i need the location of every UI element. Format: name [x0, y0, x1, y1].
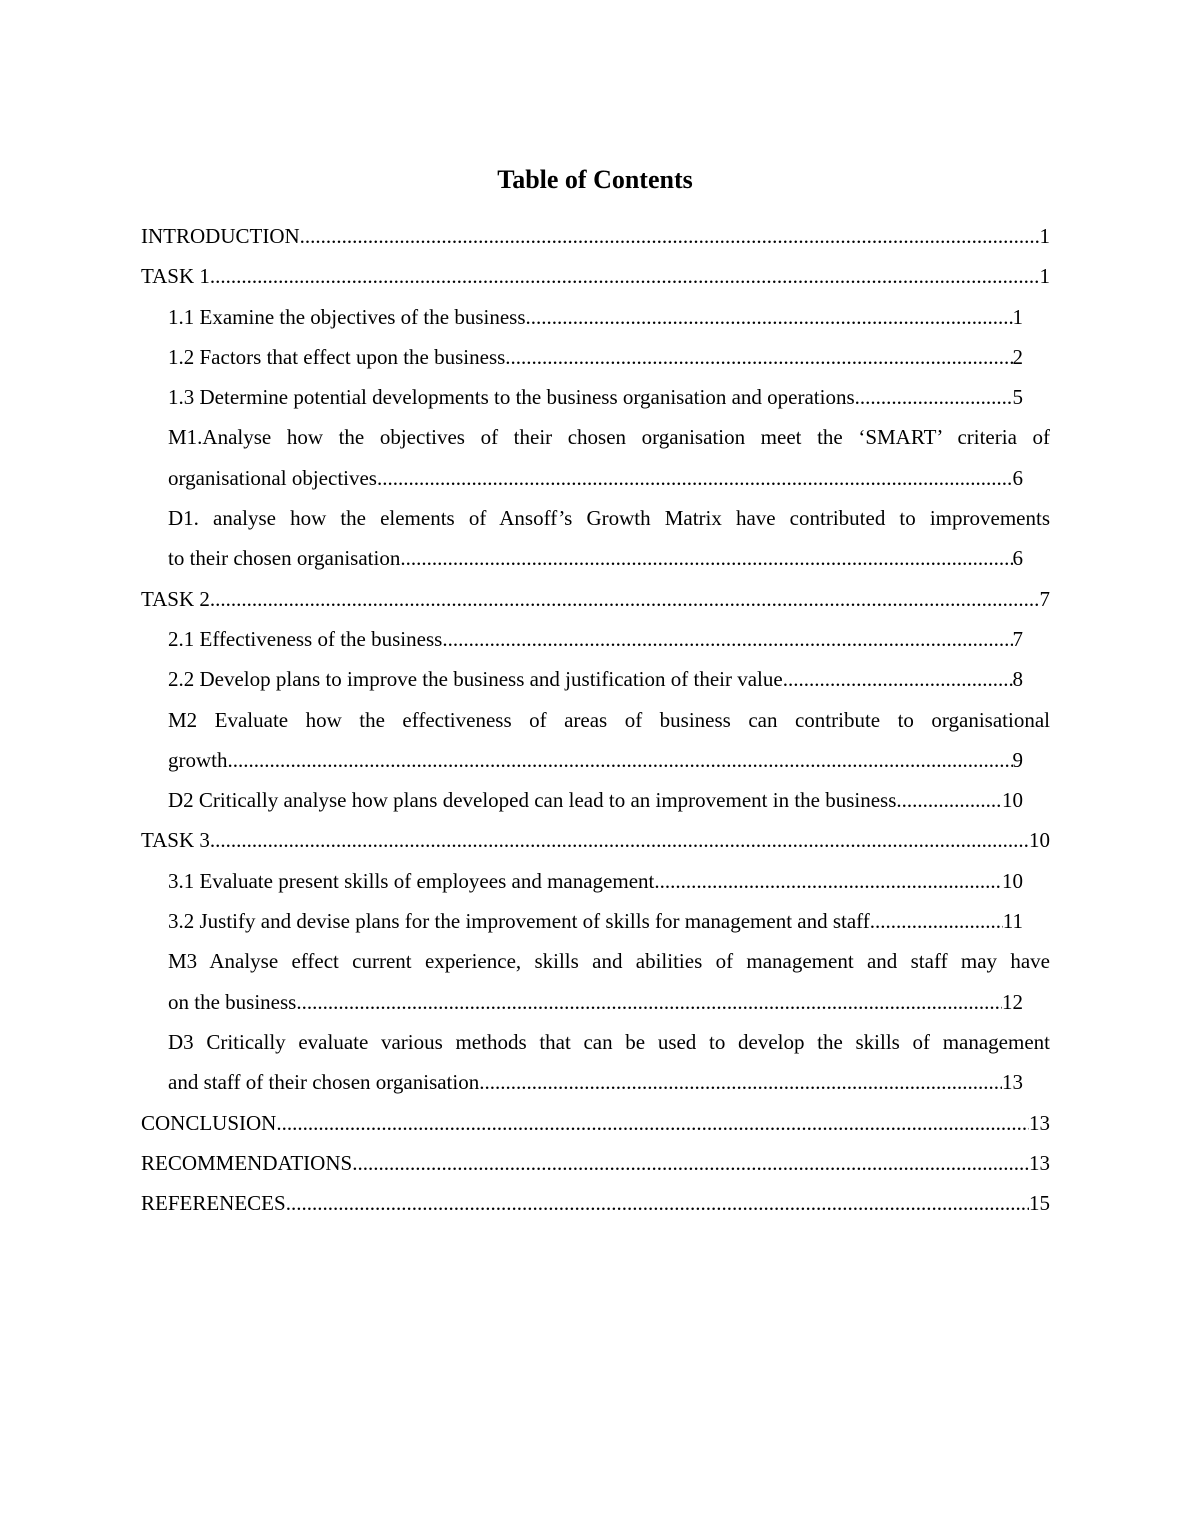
toc-page-number: 13 — [1002, 1070, 1023, 1095]
toc-leader — [210, 579, 1040, 619]
toc-entry-task-2[interactable] — [141, 579, 1050, 619]
toc-entry-label: 3.2 Justify and devise plans for the improvement of skills for management and staff — [168, 909, 870, 934]
toc-page-number: 13 — [1029, 1110, 1050, 1135]
toc-page-number: 15 — [1029, 1191, 1050, 1216]
toc-entry-m2[interactable] — [141, 700, 1050, 781]
toc-page-number: 1 — [1012, 304, 1023, 329]
toc-leader — [442, 619, 1012, 659]
toc-leader — [855, 377, 1013, 417]
toc-entry-2-2[interactable] — [141, 659, 1050, 699]
table-of-contents — [141, 216, 1050, 1223]
toc-entry-1-2[interactable] — [141, 337, 1050, 377]
toc-leader — [377, 458, 1013, 498]
toc-entry-recommendations[interactable] — [141, 1143, 1050, 1183]
toc-leader — [505, 337, 1012, 377]
toc-entry-label-line2: on the business — [168, 989, 297, 1014]
toc-entry-label-line2: and staff of their chosen organisation — [168, 1070, 480, 1095]
toc-entry-label: TASK 2 — [141, 586, 210, 611]
toc-leader — [783, 659, 1013, 699]
toc-leader — [526, 297, 1013, 337]
toc-entry-label: TASK 3 — [141, 828, 210, 853]
toc-entry-d3[interactable] — [141, 1022, 1050, 1103]
toc-entry-label-line2: organisational objectives — [168, 465, 377, 490]
toc-entry-label: 3.1 Evaluate present skills of employees and management — [168, 868, 655, 893]
toc-entry-task-3[interactable] — [141, 820, 1050, 860]
toc-page-number: 10 — [1002, 868, 1023, 893]
toc-page-number: 12 — [1002, 989, 1023, 1014]
toc-title: Table of Contents — [497, 165, 693, 194]
toc-entry-label-line1: M2 Evaluate how the effectiveness of areas of business can contribute to organisational — [168, 707, 1050, 732]
toc-entry-2-1[interactable] — [141, 619, 1050, 659]
toc-entry-label-line1: D1. analyse how the elements of Ansoff’s Growth Matrix have contributed to improvements — [168, 506, 1050, 531]
toc-entry-label-line1: M3 Analyse effect current experience, skills and abilities of management and staff may have — [168, 949, 1050, 974]
toc-entry-3-2[interactable] — [141, 901, 1050, 941]
toc-entry-label: 1.2 Factors that effect upon the business — [168, 344, 506, 369]
toc-entry-label: REFERENECES — [141, 1191, 286, 1216]
toc-page-number: 13 — [1029, 1150, 1050, 1175]
toc-leader — [352, 1143, 1029, 1183]
toc-entry-task-1[interactable] — [141, 256, 1050, 296]
toc-page-number: 9 — [1012, 747, 1023, 772]
toc-entry-label-line2: growth — [168, 747, 228, 772]
toc-entry-1-3[interactable] — [141, 377, 1050, 417]
toc-leader — [276, 1103, 1029, 1143]
toc-entry-label-line2: to their chosen organisation — [168, 546, 401, 571]
toc-page-number: 11 — [1002, 909, 1023, 934]
toc-entry-label: D2 Critically analyse how plans developed can lead to an improvement in the business — [168, 788, 897, 813]
toc-page-number: 8 — [1012, 667, 1023, 692]
toc-entry-introduction[interactable] — [141, 216, 1050, 256]
toc-leader — [400, 538, 1012, 578]
toc-page-number: 7 — [1039, 586, 1050, 611]
toc-entry-references[interactable] — [141, 1183, 1050, 1223]
toc-page-number: 10 — [1029, 828, 1050, 853]
toc-entry-d1[interactable] — [141, 498, 1050, 579]
toc-leader — [896, 780, 1002, 820]
toc-leader — [870, 901, 1003, 941]
toc-entry-label-line1: M1.Analyse how the objectives of their chosen organisation meet the ‘SMART’ criteria of — [168, 425, 1050, 450]
toc-leader — [228, 740, 1013, 780]
toc-entry-label: RECOMMENDATIONS — [141, 1150, 353, 1175]
toc-page-number: 5 — [1012, 385, 1023, 410]
toc-leader — [296, 982, 1002, 1022]
toc-entry-m1[interactable] — [141, 417, 1050, 498]
toc-entry-conclusion[interactable] — [141, 1103, 1050, 1143]
toc-page-number: 6 — [1012, 465, 1023, 490]
toc-entry-1-1[interactable] — [141, 297, 1050, 337]
toc-entry-m3[interactable] — [141, 941, 1050, 1022]
toc-entry-label: 2.2 Develop plans to improve the business and justification of their value — [168, 667, 783, 692]
toc-page-number: 7 — [1012, 626, 1023, 651]
toc-entry-label: INTRODUCTION — [141, 224, 300, 248]
toc-entry-d2[interactable] — [141, 780, 1050, 820]
toc-entry-label: 1.1 Examine the objectives of the business — [168, 304, 526, 329]
toc-leader — [210, 256, 1040, 296]
toc-entry-label: 2.1 Effectiveness of the business — [168, 626, 443, 651]
toc-leader — [654, 861, 1002, 901]
toc-entry-label: CONCLUSION — [141, 1110, 277, 1135]
toc-page-number: 2 — [1012, 344, 1023, 369]
toc-entry-label: TASK 1 — [141, 264, 210, 289]
toc-entry-label: 1.3 Determine potential developments to the business organisation and operations — [168, 385, 855, 410]
toc-page-number: 1 — [1039, 264, 1050, 289]
toc-leader — [300, 216, 1040, 256]
toc-entry-label-line1: D3 Critically evaluate various methods that can be used to develop the skills of management — [168, 1029, 1050, 1054]
toc-entry-3-1[interactable] — [141, 861, 1050, 901]
toc-leader — [479, 1062, 1002, 1102]
toc-page-number: 10 — [1002, 788, 1023, 813]
toc-page-number: 1 — [1039, 224, 1050, 248]
toc-leader — [210, 820, 1029, 860]
toc-leader — [286, 1183, 1029, 1223]
toc-page-number: 6 — [1012, 546, 1023, 571]
